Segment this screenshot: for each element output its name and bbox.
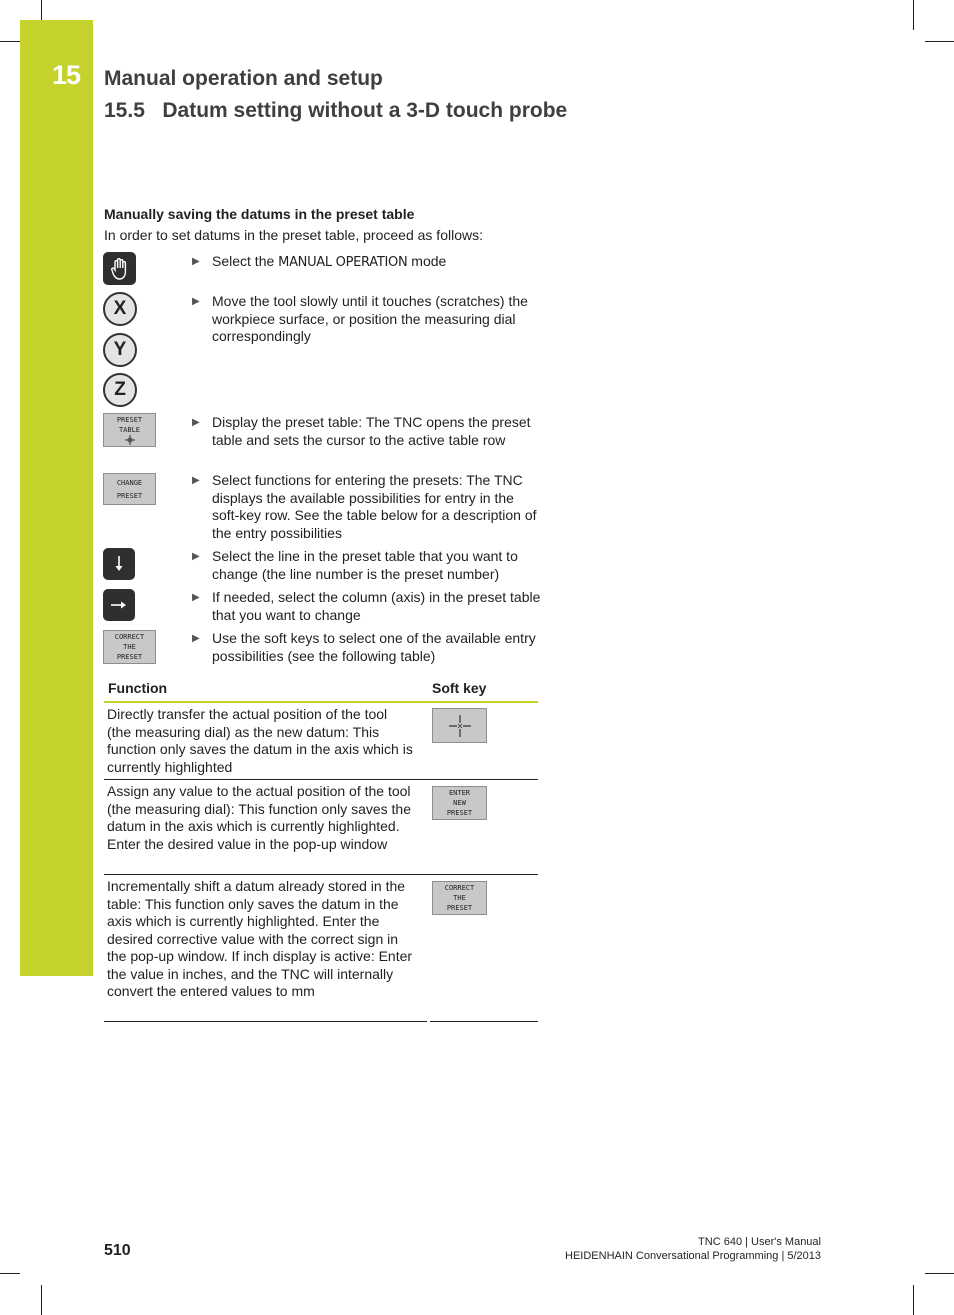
crop-mark	[0, 41, 20, 42]
crop-mark	[913, 1285, 914, 1315]
arrow-right-icon	[110, 599, 128, 611]
table-row-divider	[104, 874, 538, 875]
arrow-down-icon	[113, 555, 125, 573]
softkey-label: PRESET	[116, 491, 143, 500]
step-select-line: Select the line in the preset table that you want to change (the line number is the preset number)	[212, 548, 518, 582]
softkey-label: ENTER	[448, 789, 471, 797]
softkey-label: PRESET	[446, 904, 473, 912]
arrow-right-key[interactable]	[103, 589, 135, 621]
bullet-arrow: ▶	[192, 296, 200, 307]
softkey-label: PRESET	[116, 653, 143, 661]
step-select-functions: Select functions for entering the presets: The TNC displays the available possibilities for entry in the soft-key row. See the table below for a description of the entry possibilities	[212, 472, 537, 541]
section-title: 15.5 Datum setting without a 3-D touch probe	[104, 99, 568, 122]
change-preset-softkey[interactable]	[103, 473, 156, 505]
bullet-arrow: ▶	[192, 592, 200, 603]
footer-text	[565, 1235, 821, 1263]
footer-line: HEIDENHAIN Conversational Programming | 5/2013	[565, 1250, 821, 1262]
table-header-rule	[104, 701, 538, 703]
crop-mark	[925, 41, 954, 42]
crop-mark	[41, 0, 42, 20]
table-row-function: Incrementally shift a datum already stored in the table: This function only saves the datum in the axis which is currently highlighted. Enter the desired corrective value with the correct sign in the pop-up window. If inch display is active: Enter the value in inches, and the TNC will internally convert the entered values to mm	[107, 878, 413, 999]
intro-text: In order to set datums in the preset table, proceed as follows:	[104, 227, 483, 243]
softkey-label: PRESET	[116, 416, 143, 424]
correct-preset-softkey[interactable]	[432, 881, 487, 915]
table-row-function: Directly transfer the actual position of the tool (the measuring dial) as the new datum: This function only saves the datum in the axis which is currently highlighted	[107, 706, 413, 775]
step-select-column: If needed, select the column (axis) in the preset table that you want to change	[212, 589, 541, 623]
crop-mark	[41, 1285, 42, 1315]
bullet-arrow: ▶	[192, 417, 200, 428]
table-row-function: Assign any value to the actual position of the tool (the measuring dial): This function only saves the datum in the axis which is currently highlighted. Enter the desired value in the pop-up window	[107, 783, 412, 852]
softkey-label: CORRECT	[114, 633, 145, 641]
preset-table-softkey[interactable]	[103, 413, 156, 447]
crop-mark	[925, 1273, 954, 1274]
crosshair-icon	[449, 715, 471, 737]
table-bottom-rule	[104, 1021, 427, 1022]
table-header-function: Function	[108, 680, 168, 696]
step-select-mode	[212, 253, 542, 272]
bullet-arrow: ▶	[192, 256, 200, 267]
x-axis-key[interactable]: X	[103, 292, 137, 326]
table-row-divider	[104, 779, 538, 780]
z-axis-key[interactable]: Z	[103, 373, 137, 407]
softkey-label: CORRECT	[444, 884, 475, 892]
actual-position-softkey[interactable]	[432, 708, 487, 743]
softkey-label: NEW	[453, 799, 466, 807]
step-text: mode	[407, 253, 447, 269]
crop-mark	[0, 1273, 20, 1274]
hand-icon	[109, 257, 131, 281]
table-bottom-rule	[430, 1021, 538, 1022]
softkey-label: PRESET	[446, 809, 473, 817]
y-axis-key[interactable]: Y	[103, 333, 137, 367]
crop-mark	[913, 0, 914, 30]
arrow-down-key[interactable]	[103, 548, 135, 580]
subsection-heading: Manually saving the datums in the preset table	[104, 206, 415, 222]
enter-new-preset-softkey[interactable]	[432, 786, 487, 820]
softkey-label: CHANGE	[116, 478, 143, 487]
key-name: MANUAL OPERATION	[278, 255, 408, 270]
page-number: 510	[104, 1242, 131, 1259]
softkey-label: TABLE	[118, 426, 141, 434]
footer-line: TNC 640 | User's Manual	[698, 1236, 821, 1248]
softkey-label: THE	[453, 894, 466, 902]
bullet-arrow: ▶	[192, 551, 200, 562]
correct-preset-softkey[interactable]	[103, 630, 156, 664]
chapter-title: Manual operation and setup	[104, 67, 383, 90]
datum-icon	[125, 435, 135, 445]
step-move-tool: Move the tool slowly until it touches (scratches) the workpiece surface, or position the measuring dial correspondingly	[212, 293, 528, 344]
step-text: Select the	[212, 253, 279, 269]
step-display-table: Display the preset table: The TNC opens the preset table and sets the cursor to the active table row	[212, 414, 531, 448]
chapter-number: 15	[52, 60, 81, 90]
chapter-sidebar	[20, 20, 93, 976]
step-use-softkeys: Use the soft keys to select one of the available entry possibilities (see the following table)	[212, 630, 536, 664]
softkey-label: THE	[123, 643, 136, 651]
bullet-arrow: ▶	[192, 475, 200, 486]
table-header-softkey: Soft key	[432, 680, 487, 696]
bullet-arrow: ▶	[192, 633, 200, 644]
manual-operation-key[interactable]	[103, 252, 136, 285]
